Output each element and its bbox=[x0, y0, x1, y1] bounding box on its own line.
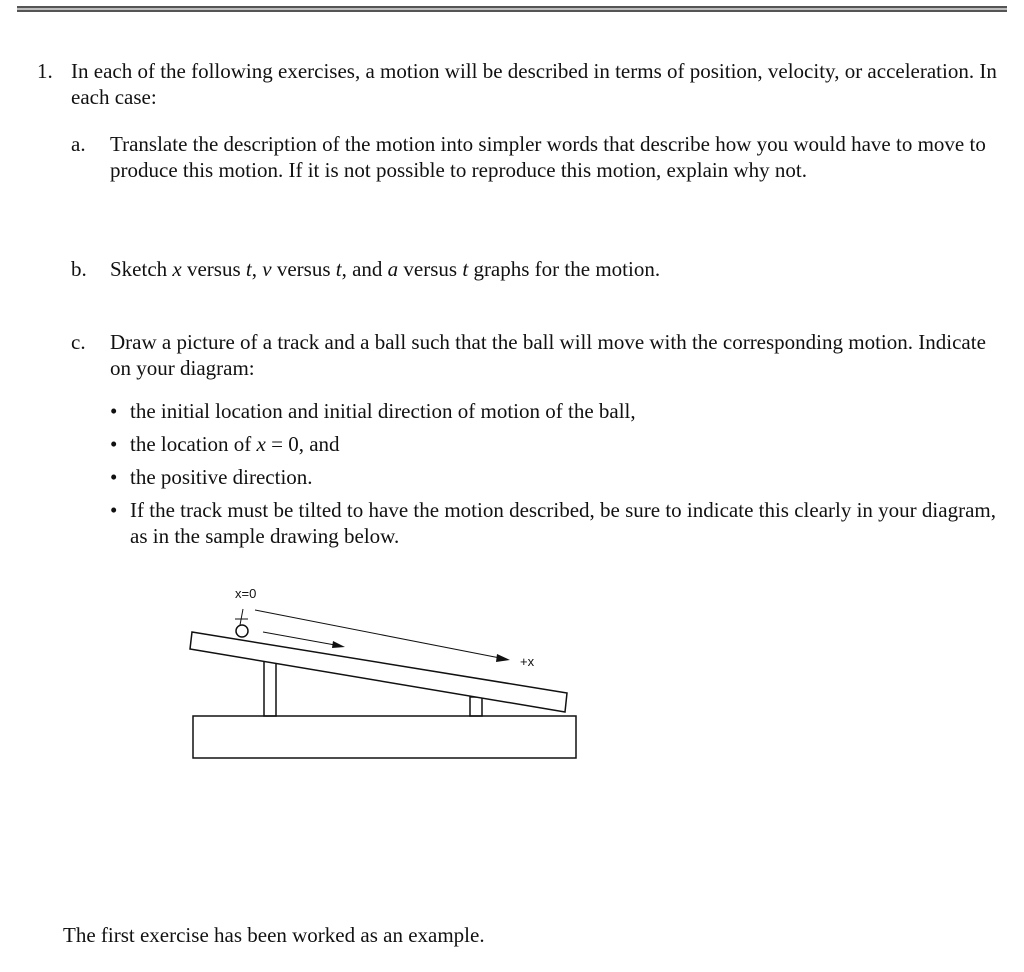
bullet-icon: • bbox=[110, 465, 118, 489]
tall-support bbox=[264, 660, 276, 716]
bullet-item: • the location of x = 0, and bbox=[110, 432, 340, 456]
bullet-item: • the initial location and initial direction of motion of the ball, bbox=[110, 399, 636, 423]
initial-direction-arrow bbox=[263, 632, 335, 645]
base-block bbox=[193, 716, 576, 758]
bullet-list bbox=[110, 398, 1010, 556]
tilted-track-diagram bbox=[175, 575, 585, 770]
bullet-icon: • bbox=[110, 432, 118, 456]
origin-label: x=0 bbox=[235, 586, 257, 601]
var-v: v bbox=[262, 257, 272, 281]
bullet-item: • the positive direction. bbox=[110, 465, 313, 489]
part-b-text: Sketch x versus t, v versus t, and a versus t graphs for the motion. bbox=[110, 257, 661, 281]
question-text: In each of the following exercises, a motion will be described in terms of position, velocity, or acceleration. In each case: bbox=[71, 59, 997, 109]
bullet-icon: • bbox=[110, 498, 118, 522]
var-t: t bbox=[245, 257, 252, 281]
bullet-item: • If the track must be tilted to have the motion described, be sure to indicate this clearly in your diagram, as in the sample drawing below. bbox=[110, 498, 996, 548]
part-c-label: c. bbox=[71, 330, 86, 354]
bullet-icon: • bbox=[110, 399, 118, 423]
part-c-text: Draw a picture of a track and a ball such that the ball will move with the corresponding motion. Indicate on your diagram: bbox=[110, 330, 986, 380]
part-a-label: a. bbox=[71, 132, 86, 156]
positive-direction-label: +x bbox=[520, 654, 535, 669]
short-support bbox=[470, 697, 482, 716]
top-rule bbox=[17, 6, 1007, 12]
origin-tick bbox=[240, 609, 243, 625]
ball bbox=[236, 625, 248, 637]
question-number: 1. bbox=[37, 59, 53, 83]
footer-text: The first exercise has been worked as an example. bbox=[63, 923, 485, 947]
var-a: a bbox=[387, 257, 399, 281]
tilted-track bbox=[190, 632, 567, 712]
part-b-label: b. bbox=[71, 257, 87, 281]
part-a-text: Translate the description of the motion into simpler words that describe how you would have to move to produce this motion. If it is not possible to reproduce this motion, explain why not. bbox=[110, 132, 986, 182]
var-t: t bbox=[335, 257, 342, 281]
var-x: x bbox=[172, 257, 182, 281]
var-t: t bbox=[462, 257, 469, 281]
